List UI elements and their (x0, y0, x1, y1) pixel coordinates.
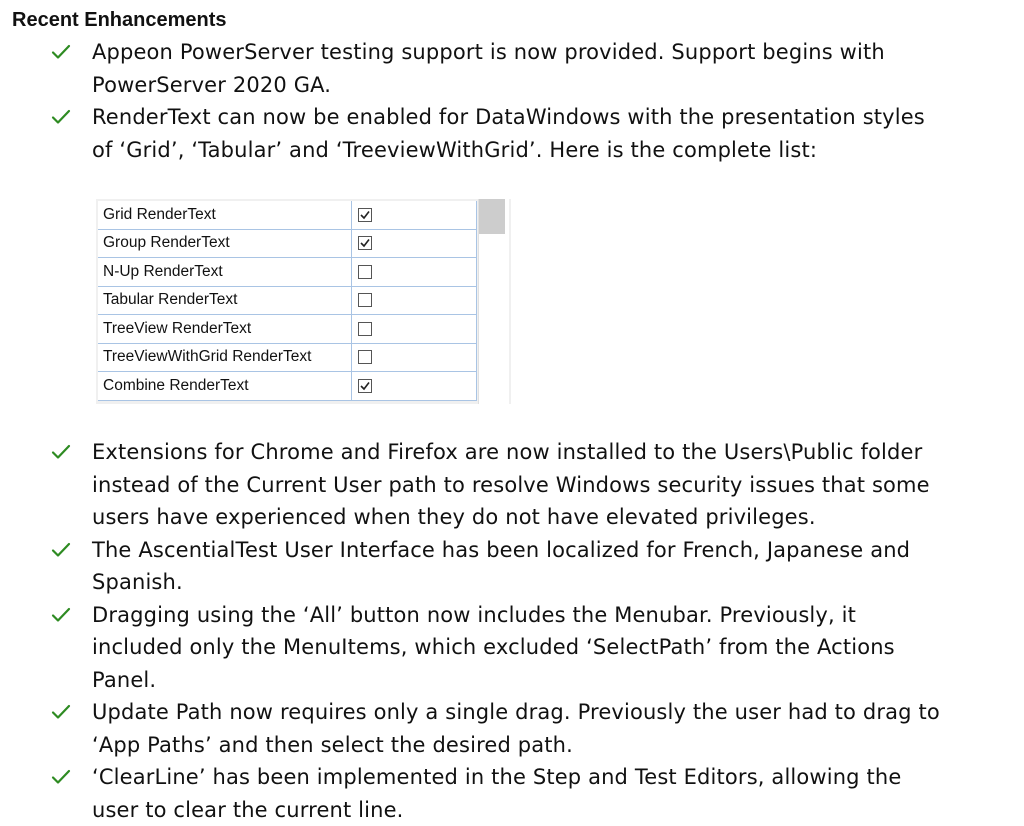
check-icon (51, 542, 71, 558)
setting-checkbox[interactable] (358, 236, 372, 250)
setting-checkbox-cell (352, 343, 477, 372)
setting-checkbox-cell (352, 201, 477, 229)
check-icon (51, 109, 71, 125)
enhancement-text-line: Panel. (92, 664, 1004, 697)
rendertext-settings-grid (98, 201, 477, 401)
setting-checkbox[interactable] (358, 265, 372, 279)
enhancement-text-line: Dragging using the ‘All’ button now includes the Menubar. Previously, it (92, 599, 1004, 632)
enhancement-text-line: of ‘Grid’, ‘Tabular’ and ‘TreeviewWithGrid’. Here is the complete list: (92, 134, 1004, 167)
page-title: Recent Enhancements (12, 6, 227, 34)
setting-checkbox-cell (352, 258, 477, 287)
enhancement-text-line: The AscentialTest User Interface has been localized for French, Japanese and (92, 534, 1004, 567)
table-row (98, 258, 477, 287)
check-icon (51, 44, 71, 60)
setting-checkbox[interactable] (358, 293, 372, 307)
enhancement-text-line: included only the MenuItems, which excluded ‘SelectPath’ from the Actions (92, 631, 1004, 664)
enhancement-list-bottom (0, 436, 1024, 826)
enhancement-item (0, 101, 1024, 166)
setting-checkbox[interactable] (358, 379, 372, 393)
setting-checkbox-cell (352, 286, 477, 315)
table-row (98, 315, 477, 344)
enhancement-text-line: instead of the Current User path to resolve Windows security issues that some (92, 469, 1004, 502)
check-icon (51, 607, 71, 623)
enhancement-text-line: Update Path now requires only a single drag. Previously the user had to drag to (92, 696, 1004, 729)
enhancement-item (0, 761, 1024, 826)
setting-label: Tabular RenderText (98, 286, 352, 315)
enhancement-text-line: ‘ClearLine’ has been implemented in the Step and Test Editors, allowing the (92, 761, 1004, 794)
enhancement-text-line: users have experienced when they do not have elevated privileges. (92, 501, 1004, 534)
grid-scrollbar[interactable] (478, 199, 511, 404)
enhancement-list-top (0, 36, 1024, 166)
enhancement-text-line: Appeon PowerServer testing support is now provided. Support begins with (92, 36, 1004, 69)
checkmark-icon (360, 381, 370, 391)
check-icon (51, 769, 71, 785)
enhancement-text-line: Spanish. (92, 566, 1004, 599)
setting-label: TreeView RenderText (98, 315, 352, 344)
enhancement-item (0, 599, 1024, 697)
scrollbar-track[interactable] (478, 199, 509, 404)
enhancement-text-line: RenderText can now be enabled for DataWindows with the presentation styles (92, 101, 1004, 134)
setting-checkbox[interactable] (358, 350, 372, 364)
table-row (98, 201, 477, 229)
setting-label: Grid RenderText (98, 201, 352, 229)
setting-checkbox[interactable] (358, 322, 372, 336)
table-row (98, 372, 477, 401)
enhancement-text-line: user to clear the current line. (92, 794, 1004, 826)
checkmark-icon (360, 238, 370, 248)
setting-checkbox-cell (352, 315, 477, 344)
check-icon (51, 704, 71, 720)
enhancement-item (0, 36, 1024, 101)
setting-label: N-Up RenderText (98, 258, 352, 287)
table-row (98, 343, 477, 372)
check-icon (51, 444, 71, 460)
enhancement-item (0, 436, 1024, 534)
table-row (98, 286, 477, 315)
enhancement-text-line: ‘App Paths’ and then select the desired path. (92, 729, 1004, 762)
enhancement-text-line: PowerServer 2020 GA. (92, 69, 1004, 102)
checkmark-icon (360, 210, 370, 220)
enhancement-item (0, 534, 1024, 599)
setting-label: TreeViewWithGrid RenderText (98, 343, 352, 372)
table-row (98, 229, 477, 258)
enhancement-text-line: Extensions for Chrome and Firefox are now installed to the Users\Public folder (92, 436, 1004, 469)
setting-checkbox[interactable] (358, 208, 372, 222)
rendertext-settings-panel (96, 199, 511, 404)
enhancement-item (0, 696, 1024, 761)
setting-checkbox-cell (352, 229, 477, 258)
scrollbar-thumb[interactable] (479, 199, 505, 234)
setting-checkbox-cell (352, 372, 477, 401)
setting-label: Group RenderText (98, 229, 352, 258)
setting-label: Combine RenderText (98, 372, 352, 401)
